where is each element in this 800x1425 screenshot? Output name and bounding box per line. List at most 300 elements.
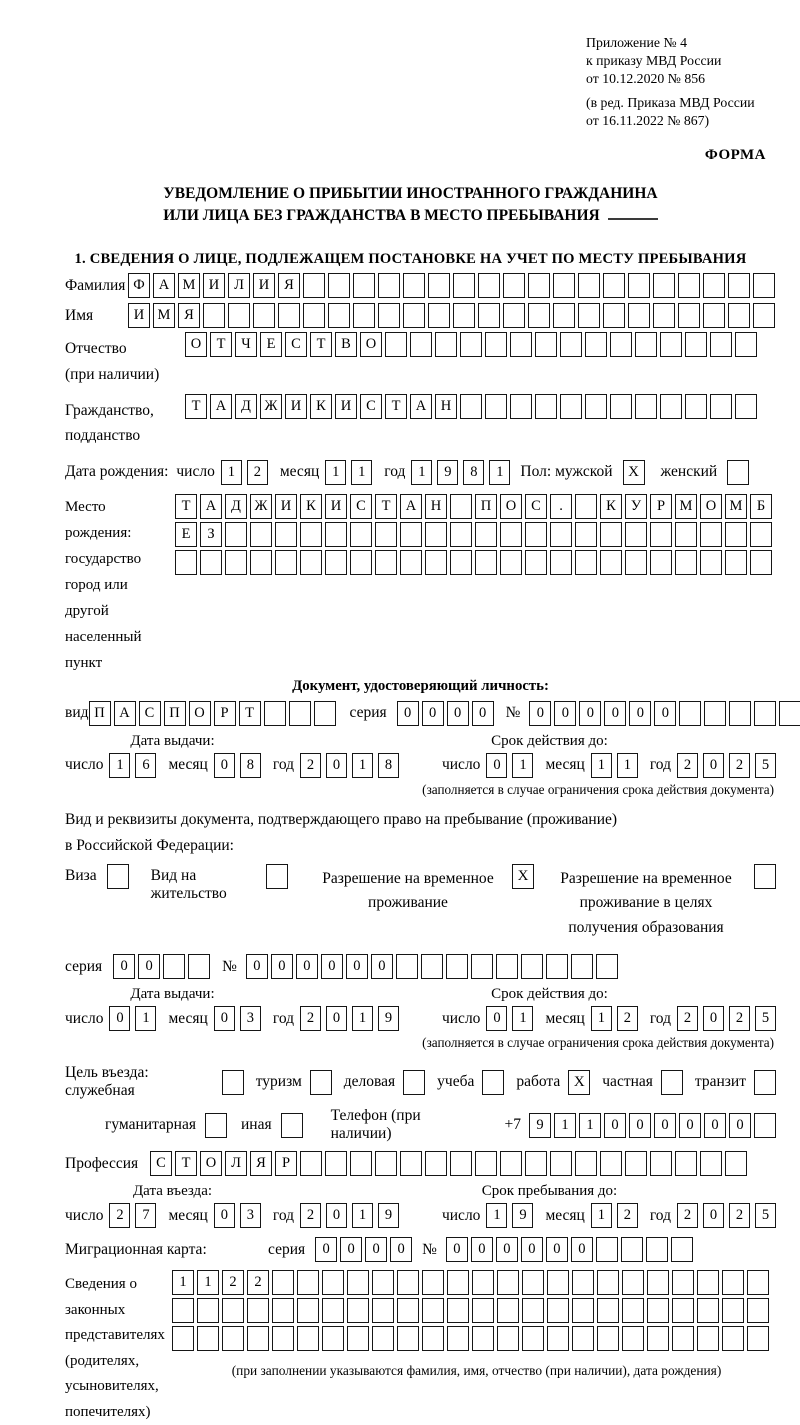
char-cell[interactable]: А — [200, 494, 222, 519]
char-cell[interactable]: Т — [310, 332, 332, 357]
char-cell[interactable] — [447, 1298, 469, 1323]
char-cell[interactable] — [400, 522, 422, 547]
char-cell[interactable] — [575, 1151, 597, 1176]
char-cell[interactable] — [400, 550, 422, 575]
char-cell[interactable]: 1 — [352, 753, 373, 778]
char-cell[interactable]: 3 — [240, 1203, 261, 1228]
char-cell[interactable]: 0 — [486, 1006, 507, 1031]
char-cell[interactable] — [496, 954, 518, 979]
char-cell[interactable]: Т — [185, 394, 207, 419]
char-cell[interactable] — [660, 394, 682, 419]
char-cell[interactable] — [503, 303, 525, 328]
char-cell[interactable] — [522, 1298, 544, 1323]
char-cell[interactable] — [253, 303, 275, 328]
char-cell[interactable] — [560, 394, 582, 419]
temp-residence-edu-checkbox[interactable] — [754, 864, 776, 889]
char-cell[interactable] — [685, 332, 707, 357]
char-cell[interactable]: А — [210, 394, 232, 419]
char-cell[interactable]: В — [335, 332, 357, 357]
char-cell[interactable] — [497, 1270, 519, 1295]
char-cell[interactable]: И — [203, 273, 225, 298]
char-cell[interactable]: 0 — [447, 701, 469, 726]
char-cell[interactable]: И — [335, 394, 357, 419]
char-cell[interactable]: Т — [385, 394, 407, 419]
char-cell[interactable] — [350, 550, 372, 575]
char-cell[interactable]: 0 — [704, 1113, 726, 1138]
char-cell[interactable] — [485, 394, 507, 419]
char-cell[interactable] — [622, 1270, 644, 1295]
char-cell[interactable]: 2 — [729, 753, 750, 778]
char-cell[interactable] — [172, 1326, 194, 1351]
char-cell[interactable] — [272, 1270, 294, 1295]
char-cell[interactable] — [735, 332, 757, 357]
char-cell[interactable] — [572, 1298, 594, 1323]
char-cell[interactable] — [704, 701, 726, 726]
char-cell[interactable]: 0 — [340, 1237, 362, 1262]
char-cell[interactable] — [400, 1151, 422, 1176]
char-cell[interactable]: Т — [239, 701, 261, 726]
char-cell[interactable] — [478, 303, 500, 328]
char-cell[interactable]: 9 — [529, 1113, 551, 1138]
char-cell[interactable] — [297, 1270, 319, 1295]
char-cell[interactable] — [397, 1298, 419, 1323]
char-cell[interactable] — [675, 550, 697, 575]
char-cell[interactable]: 2 — [109, 1203, 130, 1228]
char-cell[interactable] — [735, 394, 757, 419]
char-cell[interactable]: И — [275, 494, 297, 519]
char-cell[interactable] — [597, 1270, 619, 1295]
char-cell[interactable]: П — [164, 701, 186, 726]
char-cell[interactable] — [475, 550, 497, 575]
char-cell[interactable] — [303, 303, 325, 328]
char-cell[interactable]: 2 — [677, 753, 698, 778]
char-cell[interactable]: 0 — [138, 954, 160, 979]
char-cell[interactable] — [575, 522, 597, 547]
char-cell[interactable]: 0 — [703, 1006, 724, 1031]
char-cell[interactable] — [372, 1298, 394, 1323]
char-cell[interactable] — [522, 1326, 544, 1351]
char-cell[interactable]: 3 — [240, 1006, 261, 1031]
char-cell[interactable] — [603, 303, 625, 328]
char-cell[interactable] — [754, 701, 776, 726]
char-cell[interactable]: 0 — [654, 1113, 676, 1138]
char-cell[interactable] — [528, 303, 550, 328]
char-cell[interactable]: 0 — [554, 701, 576, 726]
char-cell[interactable] — [635, 332, 657, 357]
char-cell[interactable] — [303, 273, 325, 298]
char-cell[interactable] — [422, 1326, 444, 1351]
char-cell[interactable]: 0 — [214, 753, 235, 778]
char-cell[interactable] — [228, 303, 250, 328]
char-cell[interactable]: И — [128, 303, 150, 328]
char-cell[interactable]: С — [350, 494, 372, 519]
char-cell[interactable] — [685, 394, 707, 419]
char-cell[interactable]: О — [500, 494, 522, 519]
char-cell[interactable] — [447, 1326, 469, 1351]
char-cell[interactable]: 1 — [591, 1006, 612, 1031]
char-cell[interactable]: С — [360, 394, 382, 419]
char-cell[interactable]: Т — [210, 332, 232, 357]
char-cell[interactable] — [728, 273, 750, 298]
char-cell[interactable]: . — [550, 494, 572, 519]
char-cell[interactable]: 0 — [679, 1113, 701, 1138]
char-cell[interactable] — [710, 394, 732, 419]
char-cell[interactable] — [678, 303, 700, 328]
char-cell[interactable]: Р — [650, 494, 672, 519]
char-cell[interactable] — [188, 954, 210, 979]
char-cell[interactable] — [472, 1298, 494, 1323]
char-cell[interactable] — [572, 1326, 594, 1351]
purpose-tourism-checkbox[interactable] — [310, 1070, 332, 1095]
char-cell[interactable] — [375, 1151, 397, 1176]
char-cell[interactable]: 2 — [300, 1203, 321, 1228]
char-cell[interactable] — [425, 550, 447, 575]
char-cell[interactable] — [397, 1326, 419, 1351]
char-cell[interactable] — [372, 1270, 394, 1295]
char-cell[interactable] — [485, 332, 507, 357]
char-cell[interactable] — [325, 1151, 347, 1176]
char-cell[interactable] — [625, 522, 647, 547]
char-cell[interactable]: О — [185, 332, 207, 357]
char-cell[interactable] — [572, 1270, 594, 1295]
char-cell[interactable]: 0 — [109, 1006, 130, 1031]
char-cell[interactable] — [578, 273, 600, 298]
char-cell[interactable] — [289, 701, 311, 726]
char-cell[interactable] — [450, 1151, 472, 1176]
char-cell[interactable]: 0 — [471, 1237, 493, 1262]
char-cell[interactable] — [264, 701, 286, 726]
char-cell[interactable] — [546, 954, 568, 979]
char-cell[interactable]: 0 — [271, 954, 293, 979]
char-cell[interactable] — [350, 522, 372, 547]
char-cell[interactable]: 2 — [300, 1006, 321, 1031]
char-cell[interactable] — [728, 303, 750, 328]
char-cell[interactable] — [225, 522, 247, 547]
char-cell[interactable]: К — [310, 394, 332, 419]
char-cell[interactable]: 9 — [437, 460, 458, 485]
char-cell[interactable]: Я — [178, 303, 200, 328]
char-cell[interactable] — [553, 273, 575, 298]
char-cell[interactable]: Ф — [128, 273, 150, 298]
char-cell[interactable] — [247, 1326, 269, 1351]
char-cell[interactable] — [197, 1326, 219, 1351]
residence-permit-checkbox[interactable] — [266, 864, 288, 889]
char-cell[interactable]: 0 — [326, 753, 347, 778]
char-cell[interactable]: 0 — [346, 954, 368, 979]
char-cell[interactable] — [450, 494, 472, 519]
char-cell[interactable]: М — [675, 494, 697, 519]
char-cell[interactable] — [747, 1326, 769, 1351]
char-cell[interactable]: О — [189, 701, 211, 726]
char-cell[interactable]: 0 — [546, 1237, 568, 1262]
char-cell[interactable] — [347, 1326, 369, 1351]
char-cell[interactable] — [297, 1298, 319, 1323]
char-cell[interactable] — [275, 550, 297, 575]
char-cell[interactable]: 0 — [446, 1237, 468, 1262]
char-cell[interactable] — [403, 273, 425, 298]
visa-checkbox[interactable] — [107, 864, 129, 889]
char-cell[interactable]: Р — [275, 1151, 297, 1176]
char-cell[interactable]: 1 — [617, 753, 638, 778]
char-cell[interactable] — [421, 954, 443, 979]
char-cell[interactable]: 0 — [390, 1237, 412, 1262]
char-cell[interactable]: Н — [435, 394, 457, 419]
char-cell[interactable] — [747, 1298, 769, 1323]
char-cell[interactable] — [372, 1326, 394, 1351]
char-cell[interactable] — [597, 1298, 619, 1323]
char-cell[interactable]: 1 — [325, 460, 346, 485]
char-cell[interactable] — [710, 332, 732, 357]
char-cell[interactable] — [550, 550, 572, 575]
char-cell[interactable]: О — [700, 494, 722, 519]
char-cell[interactable] — [353, 273, 375, 298]
char-cell[interactable]: 0 — [604, 1113, 626, 1138]
char-cell[interactable] — [650, 550, 672, 575]
char-cell[interactable] — [547, 1326, 569, 1351]
char-cell[interactable] — [528, 273, 550, 298]
char-cell[interactable] — [435, 332, 457, 357]
char-cell[interactable] — [671, 1237, 693, 1262]
char-cell[interactable] — [425, 522, 447, 547]
char-cell[interactable]: А — [153, 273, 175, 298]
char-cell[interactable] — [350, 1151, 372, 1176]
char-cell[interactable]: И — [253, 273, 275, 298]
gender-female-checkbox[interactable] — [727, 460, 749, 485]
char-cell[interactable] — [322, 1270, 344, 1295]
char-cell[interactable] — [225, 550, 247, 575]
char-cell[interactable]: 0 — [654, 701, 676, 726]
char-cell[interactable]: 7 — [135, 1203, 156, 1228]
char-cell[interactable] — [725, 550, 747, 575]
purpose-study-checkbox[interactable] — [482, 1070, 504, 1095]
char-cell[interactable]: З — [200, 522, 222, 547]
char-cell[interactable]: 0 — [579, 701, 601, 726]
char-cell[interactable]: 1 — [172, 1270, 194, 1295]
char-cell[interactable]: Ч — [235, 332, 257, 357]
char-cell[interactable]: О — [200, 1151, 222, 1176]
purpose-official-checkbox[interactable] — [222, 1070, 244, 1095]
char-cell[interactable]: Т — [375, 494, 397, 519]
char-cell[interactable] — [450, 522, 472, 547]
char-cell[interactable] — [597, 1326, 619, 1351]
purpose-business-checkbox[interactable] — [403, 1070, 425, 1095]
char-cell[interactable]: М — [178, 273, 200, 298]
char-cell[interactable]: К — [600, 494, 622, 519]
char-cell[interactable]: Р — [214, 701, 236, 726]
char-cell[interactable] — [347, 1298, 369, 1323]
char-cell[interactable] — [575, 494, 597, 519]
char-cell[interactable] — [647, 1298, 669, 1323]
char-cell[interactable] — [729, 701, 751, 726]
char-cell[interactable] — [625, 550, 647, 575]
char-cell[interactable] — [325, 550, 347, 575]
char-cell[interactable] — [610, 394, 632, 419]
char-cell[interactable] — [475, 522, 497, 547]
char-cell[interactable] — [603, 273, 625, 298]
char-cell[interactable] — [578, 303, 600, 328]
char-cell[interactable] — [525, 550, 547, 575]
char-cell[interactable] — [378, 273, 400, 298]
char-cell[interactable] — [522, 1270, 544, 1295]
char-cell[interactable] — [646, 1237, 668, 1262]
char-cell[interactable]: 0 — [422, 701, 444, 726]
char-cell[interactable]: 1 — [591, 753, 612, 778]
char-cell[interactable] — [471, 954, 493, 979]
char-cell[interactable] — [172, 1298, 194, 1323]
char-cell[interactable]: И — [325, 494, 347, 519]
char-cell[interactable]: О — [360, 332, 382, 357]
char-cell[interactable]: С — [285, 332, 307, 357]
char-cell[interactable] — [353, 303, 375, 328]
char-cell[interactable]: 0 — [296, 954, 318, 979]
char-cell[interactable]: 0 — [365, 1237, 387, 1262]
char-cell[interactable] — [725, 1151, 747, 1176]
char-cell[interactable] — [453, 273, 475, 298]
char-cell[interactable] — [703, 273, 725, 298]
char-cell[interactable] — [722, 1326, 744, 1351]
char-cell[interactable] — [635, 394, 657, 419]
purpose-humanitarian-checkbox[interactable] — [205, 1113, 227, 1138]
char-cell[interactable] — [446, 954, 468, 979]
char-cell[interactable] — [422, 1298, 444, 1323]
char-cell[interactable] — [300, 522, 322, 547]
char-cell[interactable] — [410, 332, 432, 357]
char-cell[interactable] — [322, 1298, 344, 1323]
char-cell[interactable] — [600, 522, 622, 547]
char-cell[interactable] — [553, 303, 575, 328]
char-cell[interactable] — [497, 1326, 519, 1351]
char-cell[interactable]: Д — [225, 494, 247, 519]
char-cell[interactable] — [453, 303, 475, 328]
char-cell[interactable]: 0 — [113, 954, 135, 979]
char-cell[interactable]: 0 — [472, 701, 494, 726]
char-cell[interactable]: 1 — [221, 460, 242, 485]
char-cell[interactable]: 0 — [521, 1237, 543, 1262]
char-cell[interactable] — [571, 954, 593, 979]
char-cell[interactable]: 0 — [326, 1006, 347, 1031]
char-cell[interactable]: 1 — [197, 1270, 219, 1295]
char-cell[interactable]: 0 — [486, 753, 507, 778]
char-cell[interactable] — [585, 394, 607, 419]
char-cell[interactable]: 0 — [214, 1203, 235, 1228]
char-cell[interactable] — [314, 701, 336, 726]
char-cell[interactable]: 2 — [617, 1203, 638, 1228]
char-cell[interactable] — [679, 701, 701, 726]
char-cell[interactable] — [650, 522, 672, 547]
char-cell[interactable]: 1 — [411, 460, 432, 485]
char-cell[interactable] — [503, 273, 525, 298]
char-cell[interactable] — [275, 522, 297, 547]
char-cell[interactable] — [203, 303, 225, 328]
char-cell[interactable]: 9 — [378, 1203, 399, 1228]
char-cell[interactable] — [525, 1151, 547, 1176]
char-cell[interactable] — [250, 522, 272, 547]
char-cell[interactable]: М — [153, 303, 175, 328]
char-cell[interactable]: Н — [425, 494, 447, 519]
char-cell[interactable]: 1 — [109, 753, 130, 778]
char-cell[interactable]: 9 — [378, 1006, 399, 1031]
char-cell[interactable]: Т — [175, 494, 197, 519]
char-cell[interactable] — [297, 1326, 319, 1351]
char-cell[interactable]: Е — [175, 522, 197, 547]
char-cell[interactable] — [550, 1151, 572, 1176]
char-cell[interactable]: Я — [278, 273, 300, 298]
char-cell[interactable] — [600, 1151, 622, 1176]
char-cell[interactable]: М — [725, 494, 747, 519]
char-cell[interactable] — [750, 522, 772, 547]
char-cell[interactable]: 5 — [755, 1203, 776, 1228]
char-cell[interactable]: 2 — [729, 1006, 750, 1031]
char-cell[interactable]: 2 — [247, 460, 268, 485]
char-cell[interactable] — [600, 550, 622, 575]
char-cell[interactable] — [703, 303, 725, 328]
char-cell[interactable] — [547, 1270, 569, 1295]
char-cell[interactable]: 2 — [617, 1006, 638, 1031]
char-cell[interactable] — [197, 1298, 219, 1323]
char-cell[interactable] — [428, 303, 450, 328]
char-cell[interactable] — [396, 954, 418, 979]
char-cell[interactable] — [672, 1298, 694, 1323]
char-cell[interactable] — [278, 303, 300, 328]
char-cell[interactable] — [385, 332, 407, 357]
char-cell[interactable]: 8 — [240, 753, 261, 778]
char-cell[interactable] — [250, 550, 272, 575]
char-cell[interactable]: 0 — [496, 1237, 518, 1262]
char-cell[interactable]: С — [139, 701, 161, 726]
char-cell[interactable] — [653, 303, 675, 328]
char-cell[interactable]: 5 — [755, 1006, 776, 1031]
char-cell[interactable] — [672, 1326, 694, 1351]
char-cell[interactable]: Ж — [260, 394, 282, 419]
char-cell[interactable]: Ж — [250, 494, 272, 519]
char-cell[interactable] — [300, 550, 322, 575]
char-cell[interactable] — [475, 1151, 497, 1176]
char-cell[interactable] — [163, 954, 185, 979]
char-cell[interactable] — [628, 303, 650, 328]
char-cell[interactable] — [472, 1326, 494, 1351]
char-cell[interactable] — [621, 1237, 643, 1262]
char-cell[interactable] — [328, 273, 350, 298]
char-cell[interactable]: 5 — [755, 753, 776, 778]
char-cell[interactable]: И — [285, 394, 307, 419]
char-cell[interactable] — [596, 954, 618, 979]
char-cell[interactable]: 1 — [591, 1203, 612, 1228]
char-cell[interactable] — [622, 1326, 644, 1351]
char-cell[interactable]: С — [525, 494, 547, 519]
char-cell[interactable]: 0 — [321, 954, 343, 979]
char-cell[interactable]: А — [400, 494, 422, 519]
char-cell[interactable] — [779, 701, 800, 726]
char-cell[interactable] — [300, 1151, 322, 1176]
char-cell[interactable]: 1 — [512, 1006, 533, 1031]
char-cell[interactable] — [660, 332, 682, 357]
char-cell[interactable] — [460, 332, 482, 357]
char-cell[interactable] — [325, 522, 347, 547]
char-cell[interactable]: 0 — [629, 701, 651, 726]
char-cell[interactable] — [450, 550, 472, 575]
char-cell[interactable] — [500, 522, 522, 547]
char-cell[interactable] — [378, 303, 400, 328]
char-cell[interactable]: 0 — [326, 1203, 347, 1228]
char-cell[interactable]: 1 — [352, 1006, 373, 1031]
char-cell[interactable] — [510, 332, 532, 357]
char-cell[interactable] — [753, 303, 775, 328]
char-cell[interactable] — [628, 273, 650, 298]
char-cell[interactable] — [222, 1298, 244, 1323]
char-cell[interactable] — [403, 303, 425, 328]
char-cell[interactable] — [647, 1270, 669, 1295]
char-cell[interactable]: 0 — [604, 701, 626, 726]
